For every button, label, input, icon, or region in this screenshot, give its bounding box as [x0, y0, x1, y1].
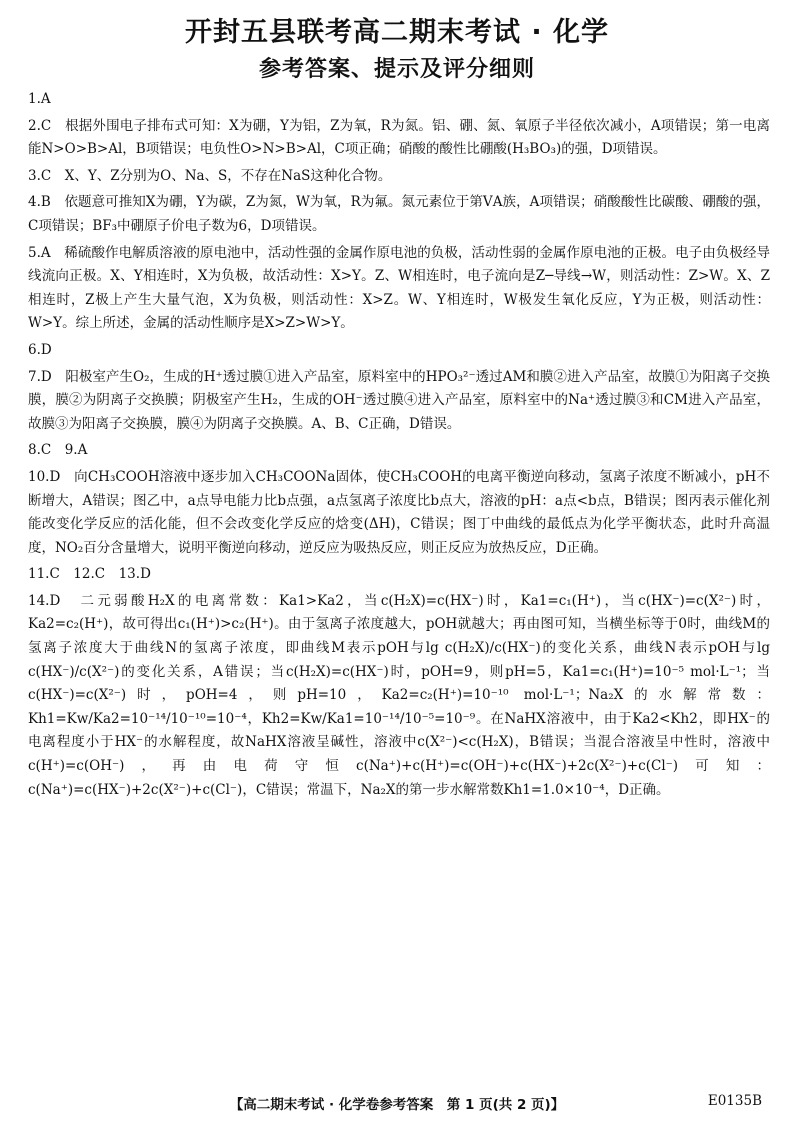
answer-number: 11.C 12.C 13.D: [28, 566, 151, 583]
answer-explanation: X、Y、Z分别为O、Na、S，不存在NaS这种化合物。: [64, 167, 392, 184]
answer-explanation: 依题意可推知X为硼，Y为碳，Z为氮，W为氧，R为氟。氮元素位于第ⅤA族，A项错误；硝酸酸性比碳酸、硼酸的强，C项错误；BF₃中硼原子价电子数为6，D项错误。: [28, 194, 771, 234]
answer-explanation: 根据外围电子排布式可知：X为硼，Y为铝，Z为氧，R为氮。铝、硼、氮、氧原子半径依次减小，A项错误；第一电离能N>O>B>Al，B项错误；电负性O>N>B>Al，C项正确；硝酸的酸性比硼酸(H₃BO₃)的强，D项错误。: [28, 117, 770, 158]
answer-number: 3.C: [28, 167, 52, 184]
answer-explanation: 阳极室产生O₂，生成的H⁺透过膜①进入产品室，原料室中的HPO₃²⁻透过AM和膜②进入产品室，故膜①为阳离子交换膜，膜②为阴离子交换膜；阴极室产生H₂，生成的OH⁻透过膜④进入产品室，原料室中的Na⁺透过膜③和CM进入产品室，故膜③为阳离子交换膜，膜④为阴离子交换膜。A、B、C正确，D错误。: [28, 368, 771, 432]
answer-number: 10.D: [28, 468, 61, 485]
answer-item-3: [28, 165, 770, 189]
answer-item-10: [28, 466, 770, 560]
answer-item-8-9: [28, 439, 770, 463]
answer-item-14: [28, 590, 770, 802]
footer-page-info: 【高二期末考试 · 化学卷参考答案 第 1 页(共 2 页)】: [229, 1097, 565, 1113]
answer-number: 14.D: [28, 592, 61, 609]
answer-number: 2.C: [28, 117, 52, 134]
page-subtitle: 参考答案、提示及评分细则: [258, 57, 535, 82]
answer-number: 7.D: [28, 368, 52, 385]
answer-explanation: 二元弱酸H₂X的电离常数：Ka1>Ka2，当c(H₂X)=c(HX⁻)时，Ka1=c₁(H⁺)，当c(HX⁻)=c(X²⁻)时，Ka2=c₂(H⁺)，故可得出c₁(H⁺)>c₂(H⁺)。由于氢离子浓度越大，pOH就越大；再由图可知，当横坐标等于0时，曲线M的氢离子浓度大于曲线N的氢离子浓度，即曲线M表示pOH与lg c(H₂X)/c(HX⁻)的变化关系，曲线N表示pOH与lg c(HX⁻)/c(X²⁻)的变化关系，A错误；当c(H₂X)=c(HX⁻)时，pOH=9，则pH=5，Ka1=c₁(H⁺)=10⁻⁵ mol·L⁻¹；当c(HX⁻)=c(X²⁻)时，pOH=4，则pH=10，Ka2=c₂(H⁺)=10⁻¹⁰ mol·L⁻¹；Na₂X的水解常数：Kh1=Kw/Ka2=10⁻¹⁴/10⁻¹⁰=10⁻⁴，Kh2=Kw/Ka1=10⁻¹⁴/10⁻⁵=10⁻⁹。在NaHX溶液中，由于Ka2<Kh2，即HX⁻的电离程度小于HX⁻的水解程度，故NaHX溶液呈碱性，溶液中c(X²⁻)<c(H₂X)，B错误；当混合溶液呈中性时，溶液中c(H⁺)=c(OH⁻)，再由电荷守恒c(Na⁺)+c(H⁺)=c(OH⁻)+c(HX⁻)+2c(X²⁻)+c(Cl⁻)可知：c(Na⁺)=c(HX⁻)+2c(X²⁻)+c(Cl⁻)，C错误；常温下，Na₂X的第一步水解常数Kh1=1.0×10⁻⁴，D正确。: [28, 592, 770, 798]
page-title: 开封五县联考高二期末考试 · 化学: [184, 17, 610, 48]
footer-code: E0135B: [707, 1093, 762, 1109]
answer-item-7: [28, 366, 770, 437]
answer-explanation: 稀硫酸作电解质溶液的原电池中，活动性强的金属作原电池的负极，活动性弱的金属作原电池的正极。电子由负极经导线流向正极。X、Y相连时，X为负极，故活动性：X>Y。Z、W相连时，电子流向是Z─导线→W，则活动性：Z>W。X、Z相连时，Z极上产生大量气泡，X为负极，则活动性：X>Z。W、Y相连时，W极发生氧化反应，Y为正极，则活动性：W>Y。综上所述，金属的活动性顺序是X>Z>W>Y。: [28, 244, 771, 332]
answer-item-1: [28, 88, 770, 112]
answer-item-5: [28, 242, 770, 336]
answer-number: 6.D: [28, 341, 52, 358]
answer-item-2: [28, 115, 770, 162]
answer-number: 5.A: [28, 244, 51, 261]
answer-item-6: [28, 339, 770, 363]
answer-number: 4.B: [28, 194, 51, 211]
answer-explanation: 向CH₃COOH溶液中逐步加入CH₃COONa固体，使CH₃COOH的电离平衡逆向移动，氢离子浓度不断减小，pH不断增大，A错误；图乙中，a点导电能力比b点强，a点氢离子浓度比b点大，溶液的pH：a点<b点，B错误；图丙表示催化剂能改变化学反应的活化能，但不会改变化学反应的焓变(ΔH)，C错误；图丁中曲线的最低点为化学平衡状态，此时升高温度，NO₂百分含量增大，说明平衡逆向移动，逆反应为吸热反应，则正反应为放热反应，D正确。: [28, 468, 771, 556]
answer-list: [28, 88, 770, 805]
answer-number: 8.C 9.A: [28, 442, 88, 459]
answer-item-11-13: [28, 563, 770, 587]
answer-number: 1.A: [28, 91, 51, 107]
answer-item-4: [28, 191, 770, 238]
